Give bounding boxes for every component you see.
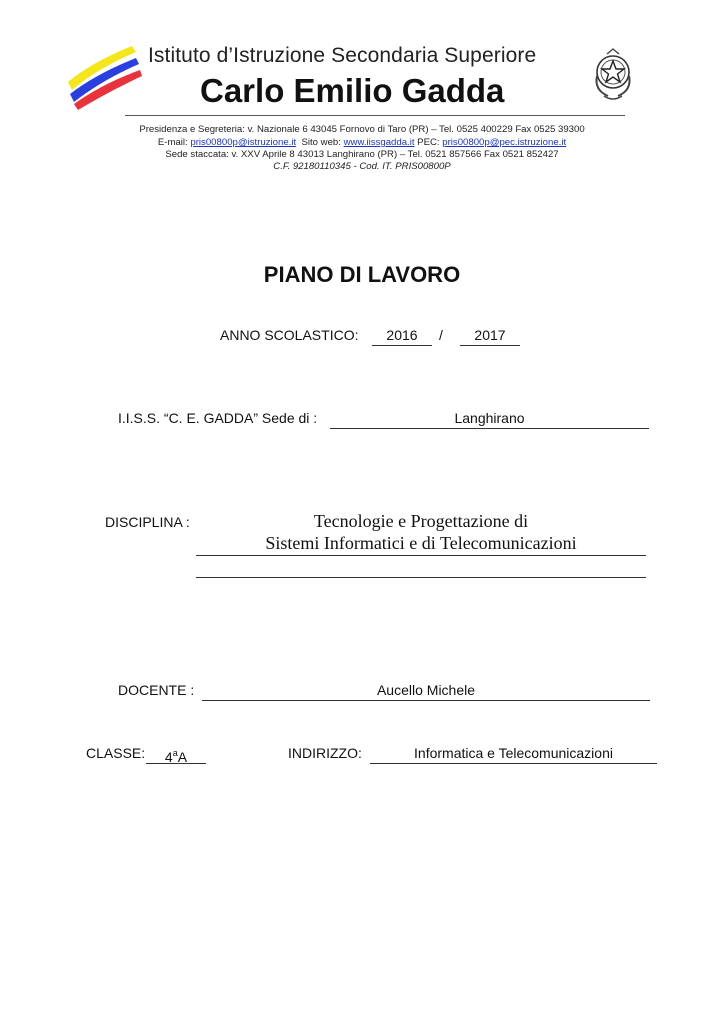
document-title: PIANO DI LAVORO [263, 262, 461, 287]
address-line: Presidenza e Segreteria: v. Nazionale 6 43045 Fornovo di Taro (PR) – Tel. 0525 400229 Fax 0525 39300 [139, 124, 585, 135]
teacher-field: Aucello Michele [202, 681, 650, 701]
class-number: 4 [164, 749, 173, 765]
discipline-extra-line [196, 577, 646, 578]
pec-link[interactable]: pris00800p@pec.istruzione.it [442, 137, 567, 148]
class-field [146, 744, 206, 764]
institute-name: Carlo Emilio Gadda [200, 72, 505, 109]
class-superscript: a [172, 748, 178, 758]
republic-emblem-icon [590, 46, 636, 102]
year-start-field: 2016 [372, 326, 432, 346]
site-label: I.I.S.S. “C. E. GADDA” Sede di : [118, 410, 318, 426]
contact-line [90, 137, 634, 148]
class-label: CLASSE: [86, 745, 146, 761]
track-field: Informatica e Telecomunicazioni [370, 744, 657, 764]
email-link[interactable]: pris00800p@istruzione.it [190, 137, 297, 148]
discipline-line-2: Sistemi Informatici e di Telecomunicazioni [196, 533, 646, 556]
class-section: A [177, 749, 188, 765]
track-label: INDIRIZZO: [288, 745, 362, 761]
pec-label: PEC: [414, 137, 443, 148]
branch-line: Sede staccata: v. XXV Aprile 8 43013 Langhirano (PR) – Tel. 0521 857566 Fax 0521 852427 [165, 149, 559, 160]
discipline-label: DISCIPLINA : [105, 514, 190, 530]
year-end-field: 2017 [460, 326, 520, 346]
teacher-label: DOCENTE : [118, 682, 195, 698]
website-label: Sito web: [296, 137, 344, 148]
site-field: Langhirano [330, 409, 649, 429]
school-logo-stripes [62, 44, 142, 110]
discipline-line-1: Tecnologie e Progettazione di [313, 511, 529, 531]
year-separator: / [439, 327, 443, 343]
email-label: E-mail: [157, 137, 191, 148]
header-divider [125, 115, 625, 116]
website-link[interactable]: www.iissgadda.it [343, 137, 415, 148]
codes-line: C.F. 92180110345 - Cod. IT. PRIS00800P [273, 161, 451, 172]
institute-type: Istituto d’Istruzione Secondaria Superiore [148, 44, 537, 67]
school-year-label: ANNO SCOLASTICO: [220, 327, 359, 343]
